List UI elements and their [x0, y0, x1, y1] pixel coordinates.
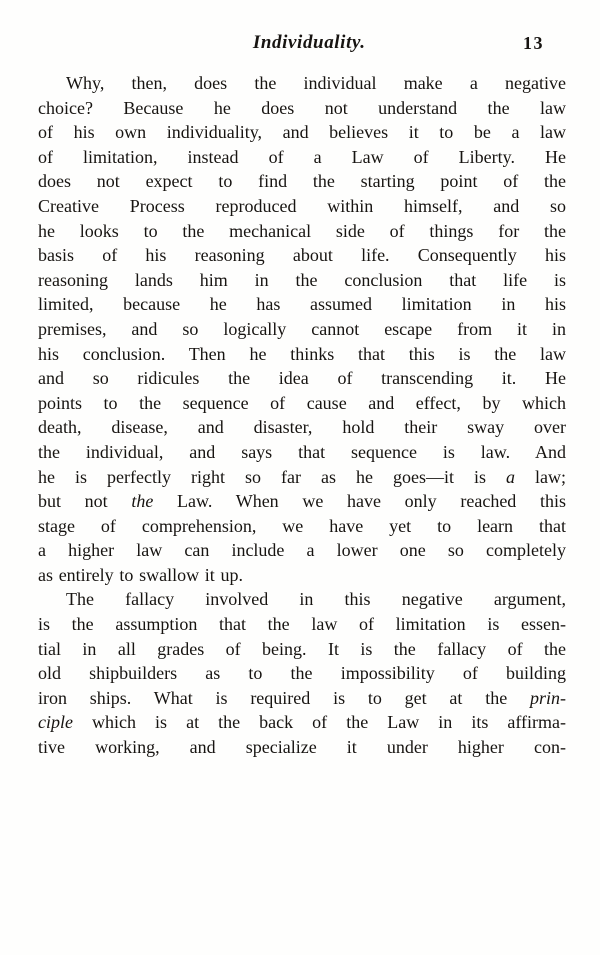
- text-segment: tive working, and specialize it under higher con-: [38, 737, 566, 758]
- text-line: [38, 563, 566, 588]
- text-segment: and so ridicules the idea of transcending it. He: [38, 368, 566, 389]
- text-line: [38, 735, 566, 760]
- text-segment: which is at the back of the Law in its affirma-: [72, 712, 566, 733]
- text-segment: of limitation, instead of a Law of Liberty. He: [38, 146, 566, 167]
- text-line: [38, 415, 566, 440]
- text-line: [38, 169, 566, 194]
- text-segment: is the assumption that the law of limitation is essen-: [38, 614, 566, 635]
- text-line: [38, 342, 566, 367]
- text-line: [38, 489, 566, 514]
- text-segment: tial in all grades of being. It is the fallacy of the: [38, 638, 566, 659]
- text-line: [38, 292, 566, 317]
- text-segment: as entirely to swallow it up.: [38, 564, 243, 585]
- text-line: [38, 71, 566, 96]
- text-segment: he is perfectly right so far as he goes—it is: [38, 466, 506, 487]
- text-segment: the individual, and says that sequence is law. And: [38, 441, 566, 462]
- text-segment: his conclusion. Then he thinks that this is the law: [38, 343, 566, 364]
- text-segment: the: [131, 491, 154, 512]
- text-line: [38, 587, 566, 612]
- text-line: [38, 268, 566, 293]
- page-header: [38, 32, 576, 58]
- text-segment: death, disease, and disaster, hold their sway over: [38, 417, 566, 438]
- text-segment: Law. When we have only reached this: [153, 491, 566, 512]
- text-line: [38, 243, 566, 268]
- text-line: [38, 391, 566, 416]
- text-segment: law;: [515, 466, 566, 487]
- text-segment: The fallacy involved in this negative argument,: [66, 589, 566, 610]
- text-line: [38, 612, 566, 637]
- text-line: [38, 96, 566, 121]
- page-text: [38, 71, 566, 760]
- text-line: [38, 219, 566, 244]
- page-number: 13: [523, 33, 544, 53]
- text-segment: ciple: [38, 712, 73, 733]
- text-segment: points to the sequence of cause and effect, by which: [38, 392, 566, 413]
- text-segment: he looks to the mechanical side of things for the: [38, 220, 566, 241]
- text-line: [38, 637, 566, 662]
- text-segment: limited, because he has assumed limitation in his: [38, 294, 566, 315]
- text-segment: of his own individuality, and believes it to be a law: [38, 122, 566, 143]
- text-segment: but not: [38, 491, 132, 512]
- text-line: [38, 710, 566, 735]
- text-line: [38, 465, 566, 490]
- text-segment: prin-: [530, 687, 566, 708]
- text-line: [38, 661, 566, 686]
- text-line: [38, 538, 566, 563]
- text-line: [38, 366, 566, 391]
- text-segment: old shipbuilders as to the impossibility of building: [38, 663, 566, 684]
- text-segment: does not expect to find the starting point of the: [38, 171, 566, 192]
- text-segment: choice? Because he does not understand the law: [38, 97, 566, 118]
- text-segment: iron ships. What is required is to get at the: [38, 687, 530, 708]
- text-line: [38, 120, 566, 145]
- text-line: [38, 514, 566, 539]
- text-line: [38, 440, 566, 465]
- text-segment: stage of comprehension, we have yet to learn that: [38, 515, 566, 536]
- running-title: Individuality.: [252, 32, 366, 53]
- text-segment: basis of his reasoning about life. Consequently his: [38, 245, 566, 266]
- text-segment: Creative Process reproduced within himself, and so: [38, 195, 566, 216]
- text-segment: premises, and so logically cannot escape from it in: [38, 318, 566, 339]
- text-line: [38, 194, 566, 219]
- text-segment: Why, then, does the individual make a negative: [66, 73, 566, 93]
- text-line: [38, 145, 566, 170]
- text-segment: reasoning lands him in the conclusion that life is: [38, 269, 566, 290]
- text-segment: a: [506, 466, 515, 487]
- text-segment: a higher law can include a lower one so completely: [38, 540, 566, 561]
- text-line: [38, 686, 566, 711]
- text-line: [38, 317, 566, 342]
